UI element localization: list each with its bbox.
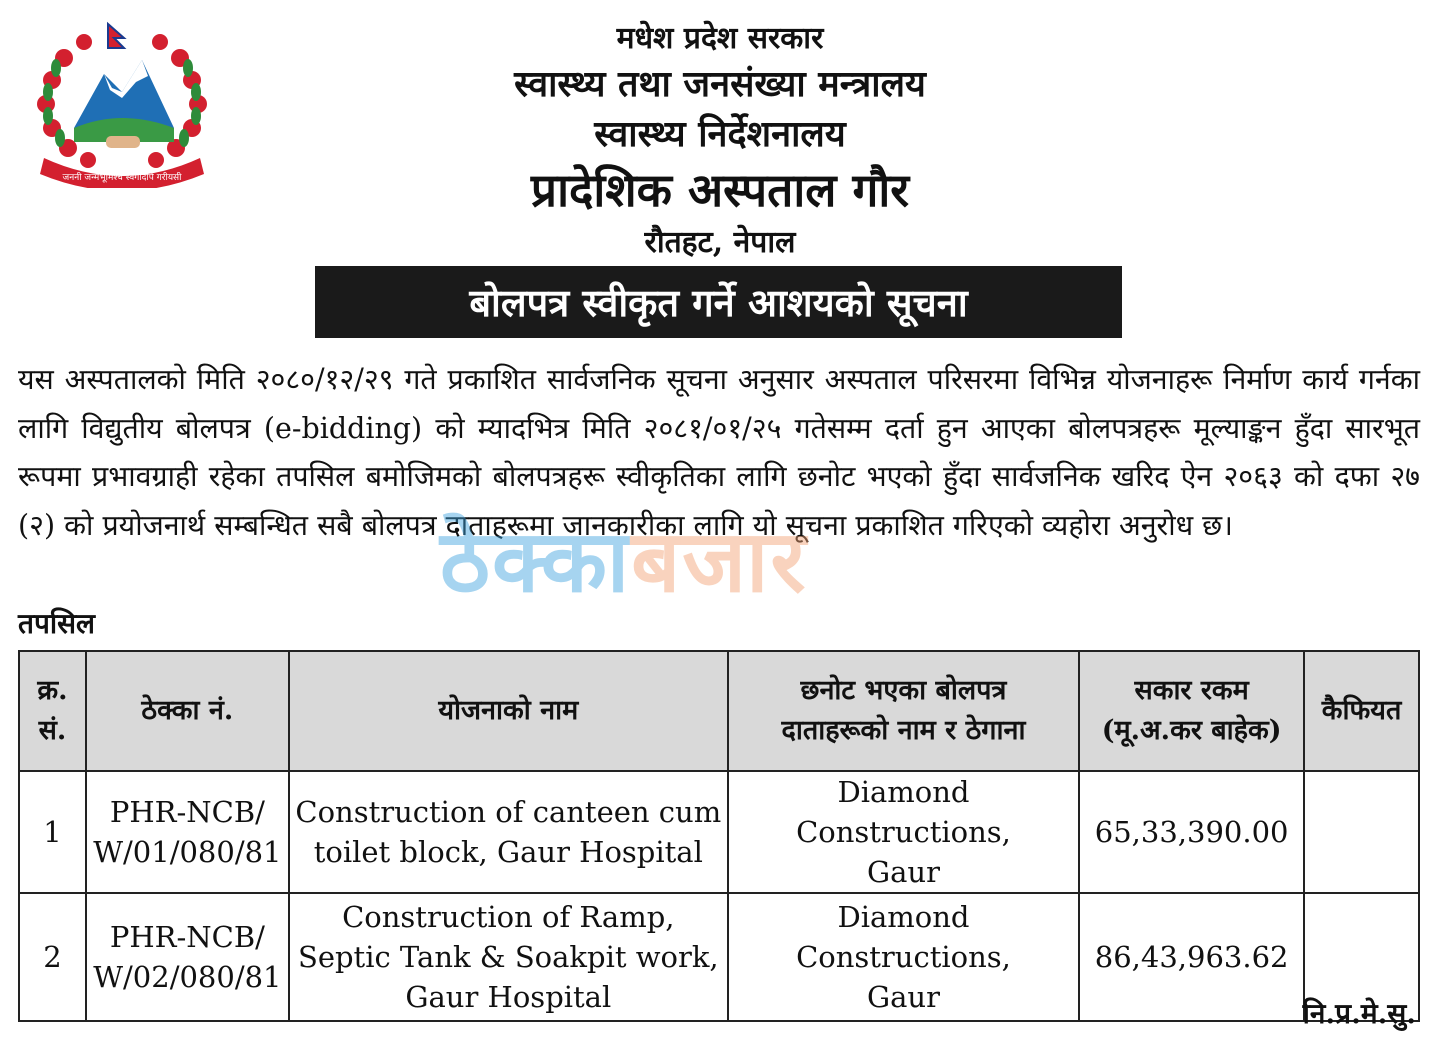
table-row [19,893,1419,1021]
cell-amount: 86,43,963.62 [1079,893,1304,1021]
cell-contract-no: PHR-NCB/ W/01/080/81 [86,771,289,893]
notice-title-banner [315,266,1122,338]
watermark [440,500,808,617]
directorate-title: स्वास्थ्य निर्देशनालय [594,113,846,155]
table-header-row [19,651,1419,771]
bid-table [18,650,1420,1022]
header-remarks: कैफियत [1304,651,1419,771]
cell-sn: 2 [19,893,86,1021]
notice-body: यस अस्पतालको मिति २०८०/१२/२९ गते प्रकाशित सार्वजनिक सूचना अनुसार अस्पताल परिसरमा विभिन्न योजनाहरू निर्माण कार्य गर्नका लागि विद्युतीय बोलपत्र (e-bidding) को म्यादभित्र मिति २०८१/०१/२५ गतेसम्म दर्ता हुन आएका बोलपत्रहरू मूल्याङ्कन हुँदा सारभूत रूपमा प्रभावग्राही रहेका तपसिल बमोजिमको बोलपत्रहरू स्वीकृतिका लागि छनोट भएको हुँदा सार्वजनिक खरिद ऐन २०६३ को दफा २७ (२) को प्रयोजनार्थ सम्बन्धित सबै बोलपत्र दाताहरूमा जानकारीका लागि यो सूचना प्रकाशित गरिएको व्यहोरा अनुरोध छ। [18,363,1420,542]
cell-remarks [1304,771,1419,893]
nepal-emblem-icon [24,18,220,188]
location-title: रौतहट, नेपाल [644,225,796,260]
header-contract-no: ठेक्का नं. [86,651,289,771]
hospital-title: प्रादेशिक अस्पताल गौर [530,163,910,217]
svg-text:जननी जन्मभूमिश्च स्वर्गादपि गर: जननी जन्मभूमिश्च स्वर्गादपि गरीयसी [62,173,182,183]
notice-title: बोलपत्र स्वीकृत गर्ने आशयको सूचना [469,280,968,325]
header-amount: सकार रकम (मू.अ.कर बाहेक) [1079,651,1304,771]
watermark-part1: ठेक्का [440,512,632,612]
cell-bidder: Diamond Constructions, Gaur [728,893,1079,1021]
table-row [19,771,1419,893]
watermark-part2: बजार [631,512,808,612]
cell-contract-no: PHR-NCB/ W/02/080/81 [86,893,289,1021]
cell-bidder: Diamond Constructions, Gaur [728,771,1079,893]
schedule-label: तपसिल [18,607,96,640]
cell-sn: 1 [19,771,86,893]
cell-amount: 65,33,390.00 [1079,771,1304,893]
header-project-name: योजनाको नाम [289,651,728,771]
signature-abbrev: नि.प्र.मे.सु. [1302,997,1416,1030]
cell-project: Construction of canteen cum toilet block, Gaur Hospital [289,771,728,893]
cell-project: Construction of Ramp, Septic Tank & Soakpit work, Gaur Hospital [289,893,728,1021]
header-sn: क्र. सं. [19,651,86,771]
ministry-title: स्वास्थ्य तथा जनसंख्या मन्त्रालय [514,63,926,105]
header-bidder: छनोट भएका बोलपत्र दाताहरूको नाम र ठेगाना [728,651,1079,771]
province-government-title: मधेश प्रदेश सरकार [616,21,824,56]
